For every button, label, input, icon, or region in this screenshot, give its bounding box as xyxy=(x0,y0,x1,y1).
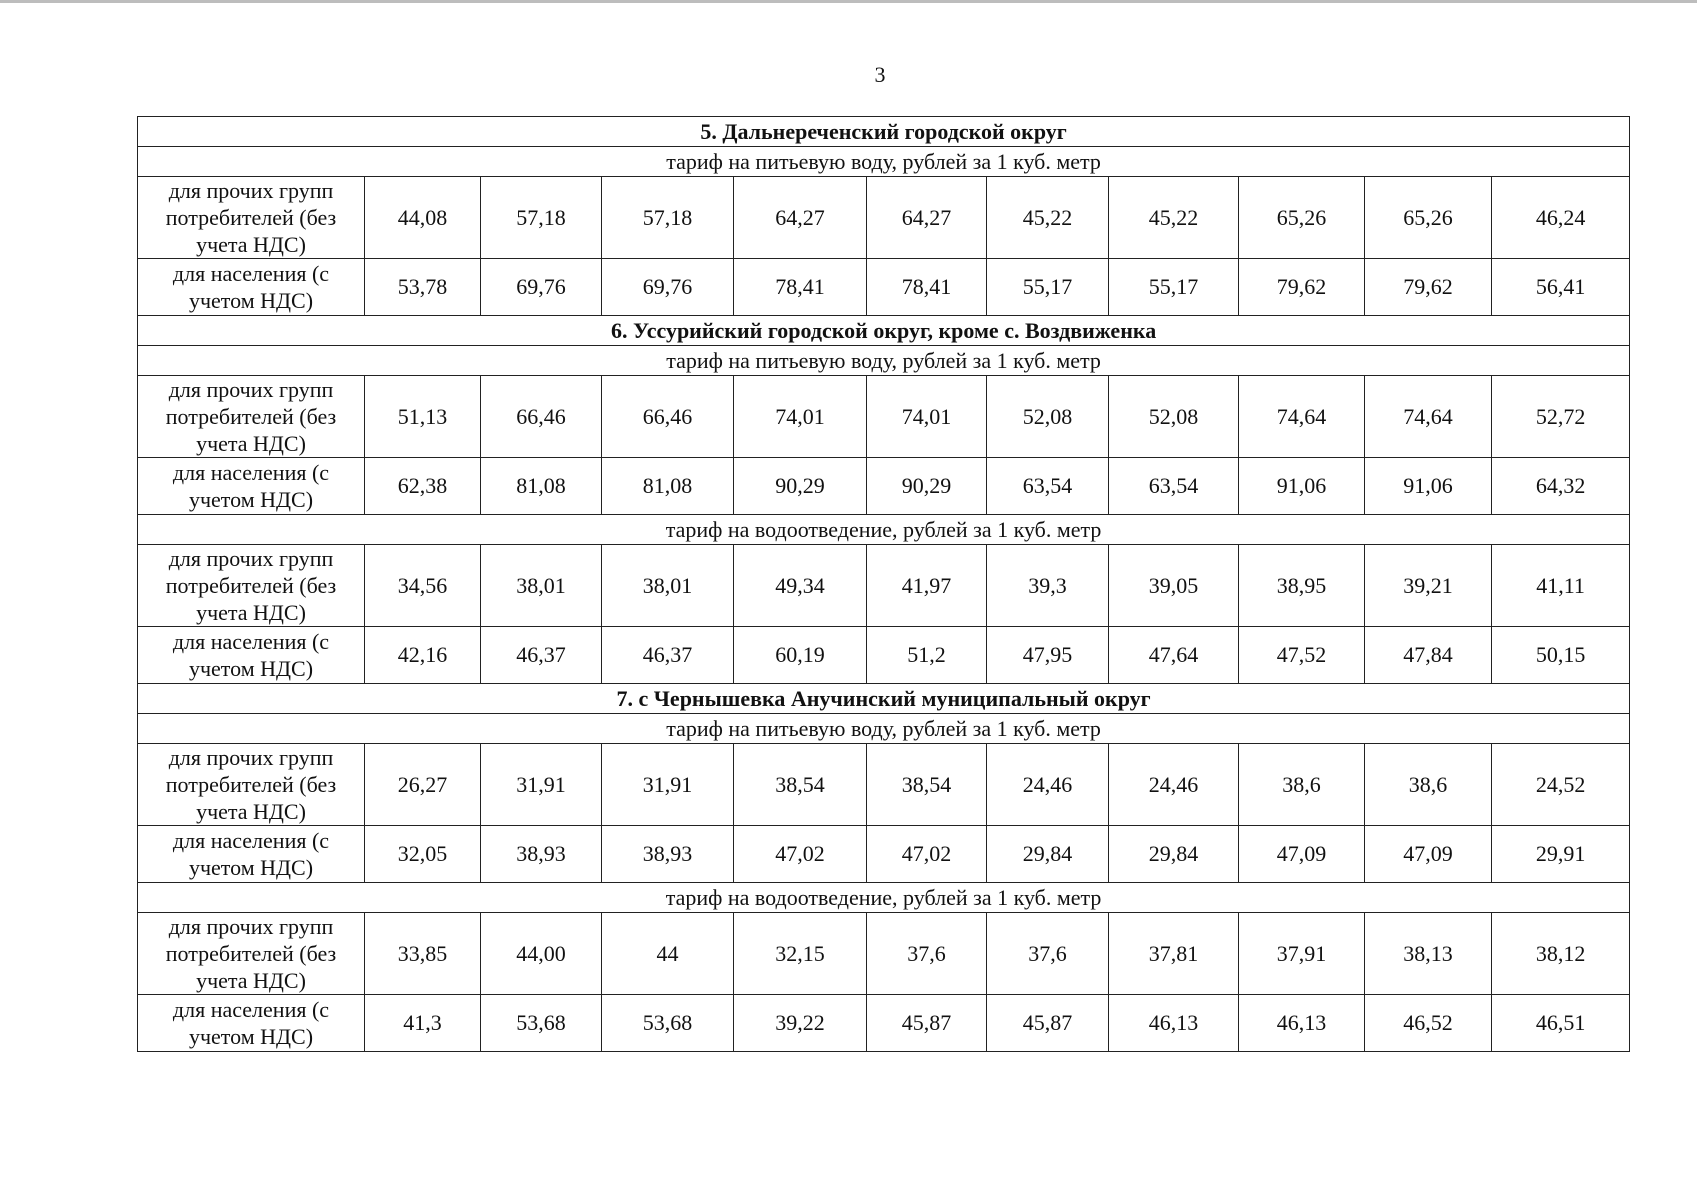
tariff-value-cell: 38,6 xyxy=(1365,744,1492,826)
consumer-group-label: для прочих групп потребителей (без учета НДС) xyxy=(138,376,365,458)
section-title: 5. Дальнереченский городской округ xyxy=(138,117,1630,147)
tariff-value-cell: 41,97 xyxy=(867,545,987,627)
tariff-value-cell: 91,06 xyxy=(1365,458,1492,515)
tariff-value-cell: 37,6 xyxy=(867,913,987,995)
tariff-value-cell: 31,91 xyxy=(602,744,734,826)
tariff-value-cell: 47,09 xyxy=(1239,826,1365,883)
tariff-value-cell: 56,41 xyxy=(1492,259,1630,316)
tariff-value-cell: 39,3 xyxy=(987,545,1109,627)
tariff-value-cell: 47,95 xyxy=(987,627,1109,684)
tariff-value-cell: 34,56 xyxy=(365,545,481,627)
tariff-value-cell: 62,38 xyxy=(365,458,481,515)
page-number: 3 xyxy=(874,62,886,87)
consumer-group-label: для прочих групп потребителей (без учета НДС) xyxy=(138,913,365,995)
tariff-value-cell: 32,15 xyxy=(734,913,867,995)
tariff-value-cell: 47,02 xyxy=(867,826,987,883)
tariff-value-cell: 53,68 xyxy=(481,995,602,1052)
tariff-value-cell: 69,76 xyxy=(481,259,602,316)
consumer-group-label: для населения (с учетом НДС) xyxy=(138,458,365,515)
tariff-value-cell: 45,87 xyxy=(987,995,1109,1052)
tariff-value-cell: 49,34 xyxy=(734,545,867,627)
tariff-value-cell: 38,54 xyxy=(867,744,987,826)
tariff-value-cell: 45,22 xyxy=(1109,177,1239,259)
tariff-value-cell: 90,29 xyxy=(867,458,987,515)
tariff-value-cell: 38,93 xyxy=(481,826,602,883)
table-row xyxy=(138,826,1630,883)
tariff-value-cell: 52,72 xyxy=(1492,376,1630,458)
table-row xyxy=(138,545,1630,627)
tariff-value-cell: 44,00 xyxy=(481,913,602,995)
tariff-value-cell: 29,84 xyxy=(987,826,1109,883)
tariff-value-cell: 26,27 xyxy=(365,744,481,826)
tariff-value-cell: 31,91 xyxy=(481,744,602,826)
section-title: 6. Уссурийский городской округ, кроме с. Воздвиженка xyxy=(138,316,1630,346)
tariff-value-cell: 38,54 xyxy=(734,744,867,826)
tariff-value-cell: 33,85 xyxy=(365,913,481,995)
tariff-value-cell: 69,76 xyxy=(602,259,734,316)
tariff-value-cell: 81,08 xyxy=(602,458,734,515)
tariff-value-cell: 47,52 xyxy=(1239,627,1365,684)
tariff-value-cell: 74,64 xyxy=(1239,376,1365,458)
tariff-table-body xyxy=(138,117,1630,1052)
tariff-value-cell: 39,05 xyxy=(1109,545,1239,627)
tariff-value-cell: 57,18 xyxy=(481,177,602,259)
tariff-value-cell: 53,68 xyxy=(602,995,734,1052)
tariff-value-cell: 38,93 xyxy=(602,826,734,883)
tariff-value-cell: 53,78 xyxy=(365,259,481,316)
tariff-value-cell: 41,3 xyxy=(365,995,481,1052)
tariff-type-row xyxy=(138,147,1630,177)
tariff-type-row xyxy=(138,883,1630,913)
consumer-group-label: для прочих групп потребителей (без учета НДС) xyxy=(138,744,365,826)
tariff-value-cell: 37,81 xyxy=(1109,913,1239,995)
tariff-value-cell: 38,01 xyxy=(481,545,602,627)
tariff-value-cell: 46,51 xyxy=(1492,995,1630,1052)
tariff-value-cell: 45,22 xyxy=(987,177,1109,259)
tariff-value-cell: 24,52 xyxy=(1492,744,1630,826)
tariff-value-cell: 44 xyxy=(602,913,734,995)
tariff-value-cell: 45,87 xyxy=(867,995,987,1052)
tariff-value-cell: 37,91 xyxy=(1239,913,1365,995)
tariff-value-cell: 64,32 xyxy=(1492,458,1630,515)
section-header-row xyxy=(138,316,1630,346)
tariff-value-cell: 38,13 xyxy=(1365,913,1492,995)
tariff-table xyxy=(137,116,1630,1052)
tariff-value-cell: 29,91 xyxy=(1492,826,1630,883)
tariff-type-label: тариф на водоотведение, рублей за 1 куб. метр xyxy=(138,883,1630,913)
tariff-value-cell: 63,54 xyxy=(987,458,1109,515)
tariff-type-label: тариф на питьевую воду, рублей за 1 куб. метр xyxy=(138,147,1630,177)
consumer-group-label: для населения (с учетом НДС) xyxy=(138,826,365,883)
tariff-value-cell: 66,46 xyxy=(602,376,734,458)
tariff-value-cell: 39,21 xyxy=(1365,545,1492,627)
tariff-value-cell: 64,27 xyxy=(867,177,987,259)
consumer-group-label: для прочих групп потребителей (без учета НДС) xyxy=(138,177,365,259)
table-row xyxy=(138,995,1630,1052)
tariff-value-cell: 66,46 xyxy=(481,376,602,458)
tariff-value-cell: 91,06 xyxy=(1239,458,1365,515)
tariff-value-cell: 81,08 xyxy=(481,458,602,515)
tariff-value-cell: 52,08 xyxy=(1109,376,1239,458)
tariff-type-row xyxy=(138,515,1630,545)
consumer-group-label: для прочих групп потребителей (без учета НДС) xyxy=(138,545,365,627)
tariff-value-cell: 74,01 xyxy=(734,376,867,458)
tariff-value-cell: 46,13 xyxy=(1109,995,1239,1052)
tariff-value-cell: 24,46 xyxy=(1109,744,1239,826)
section-title: 7. с Чернышевка Анучинский муниципальный округ xyxy=(138,684,1630,714)
tariff-type-row xyxy=(138,346,1630,376)
tariff-value-cell: 24,46 xyxy=(987,744,1109,826)
tariff-value-cell: 41,11 xyxy=(1492,545,1630,627)
tariff-value-cell: 79,62 xyxy=(1365,259,1492,316)
tariff-value-cell: 90,29 xyxy=(734,458,867,515)
tariff-value-cell: 38,12 xyxy=(1492,913,1630,995)
tariff-value-cell: 39,22 xyxy=(734,995,867,1052)
table-row xyxy=(138,376,1630,458)
tariff-value-cell: 50,15 xyxy=(1492,627,1630,684)
tariff-value-cell: 55,17 xyxy=(1109,259,1239,316)
consumer-group-label: для населения (с учетом НДС) xyxy=(138,995,365,1052)
tariff-value-cell: 38,95 xyxy=(1239,545,1365,627)
tariff-value-cell: 38,6 xyxy=(1239,744,1365,826)
tariff-value-cell: 46,52 xyxy=(1365,995,1492,1052)
tariff-value-cell: 42,16 xyxy=(365,627,481,684)
tariff-type-label: тариф на водоотведение, рублей за 1 куб. метр xyxy=(138,515,1630,545)
tariff-value-cell: 38,01 xyxy=(602,545,734,627)
tariff-value-cell: 55,17 xyxy=(987,259,1109,316)
tariff-value-cell: 47,84 xyxy=(1365,627,1492,684)
tariff-value-cell: 74,64 xyxy=(1365,376,1492,458)
tariff-value-cell: 78,41 xyxy=(734,259,867,316)
tariff-type-label: тариф на питьевую воду, рублей за 1 куб. метр xyxy=(138,346,1630,376)
table-row xyxy=(138,458,1630,515)
tariff-value-cell: 46,13 xyxy=(1239,995,1365,1052)
tariff-value-cell: 63,54 xyxy=(1109,458,1239,515)
tariff-value-cell: 79,62 xyxy=(1239,259,1365,316)
tariff-value-cell: 47,64 xyxy=(1109,627,1239,684)
page-top-edge xyxy=(0,0,1697,3)
tariff-value-cell: 51,13 xyxy=(365,376,481,458)
tariff-value-cell: 51,2 xyxy=(867,627,987,684)
tariff-value-cell: 52,08 xyxy=(987,376,1109,458)
table-row xyxy=(138,177,1630,259)
table-row xyxy=(138,744,1630,826)
section-header-row xyxy=(138,684,1630,714)
tariff-type-row xyxy=(138,714,1630,744)
table-row xyxy=(138,259,1630,316)
tariff-value-cell: 57,18 xyxy=(602,177,734,259)
tariff-value-cell: 65,26 xyxy=(1365,177,1492,259)
table-row xyxy=(138,913,1630,995)
tariff-value-cell: 46,37 xyxy=(602,627,734,684)
consumer-group-label: для населения (с учетом НДС) xyxy=(138,259,365,316)
tariff-value-cell: 37,6 xyxy=(987,913,1109,995)
consumer-group-label: для населения (с учетом НДС) xyxy=(138,627,365,684)
tariff-type-label: тариф на питьевую воду, рублей за 1 куб. метр xyxy=(138,714,1630,744)
tariff-value-cell: 60,19 xyxy=(734,627,867,684)
tariff-value-cell: 44,08 xyxy=(365,177,481,259)
tariff-value-cell: 46,37 xyxy=(481,627,602,684)
tariff-value-cell: 65,26 xyxy=(1239,177,1365,259)
tariff-value-cell: 32,05 xyxy=(365,826,481,883)
tariff-value-cell: 78,41 xyxy=(867,259,987,316)
tariff-value-cell: 74,01 xyxy=(867,376,987,458)
tariff-value-cell: 46,24 xyxy=(1492,177,1630,259)
tariff-value-cell: 64,27 xyxy=(734,177,867,259)
tariff-value-cell: 47,09 xyxy=(1365,826,1492,883)
tariff-value-cell: 47,02 xyxy=(734,826,867,883)
table-row xyxy=(138,627,1630,684)
tariff-value-cell: 29,84 xyxy=(1109,826,1239,883)
section-header-row xyxy=(138,117,1630,147)
